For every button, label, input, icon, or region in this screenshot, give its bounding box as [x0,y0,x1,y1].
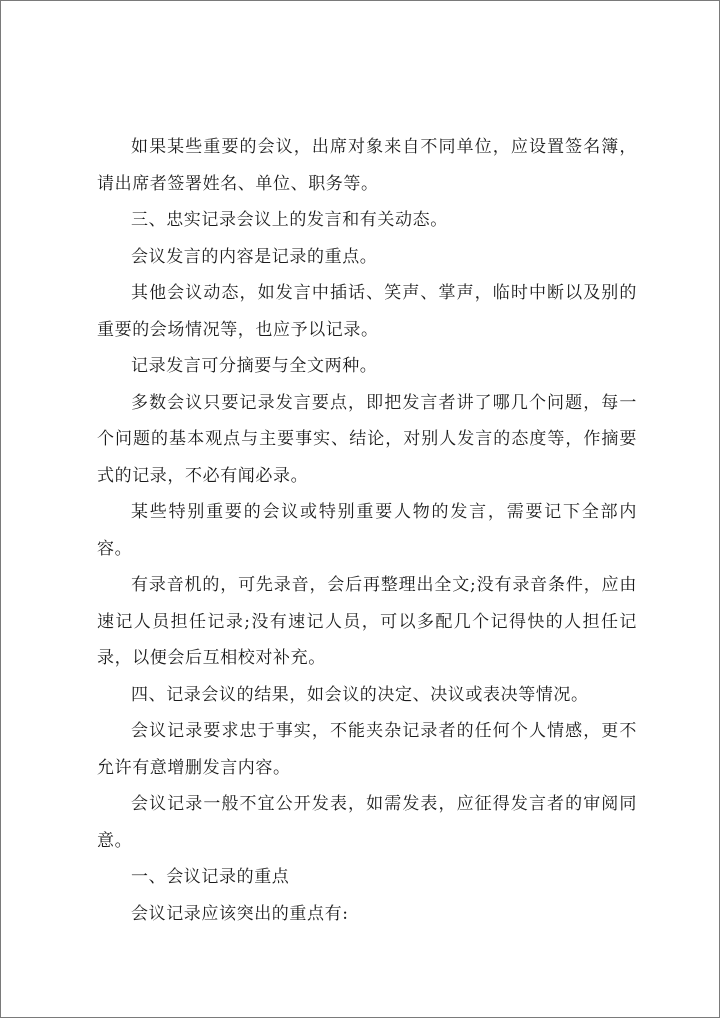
heading-record-speeches: 三、忠实记录会议上的发言和有关动态。 [131,210,448,230]
heading-record-key-points: 一、会议记录的重点 [131,867,290,887]
document-body [97,129,637,932]
paragraph-faithful-record: 会议记录要求忠于事实，不能夹杂记录者的任何个人情感，更不允许有意增删发言内容。 [97,721,637,778]
paragraph-meeting-dynamics: 其他会议动态，如发言中插话、笑声、掌声，临时中断以及别的重要的会场情况等，也应予以记录。 [97,283,637,340]
paragraph-publication: 会议记录一般不宜公开发表，如需发表，应征得发言者的审阅同意。 [97,794,637,851]
paragraph-summary-record: 多数会议只要记录发言要点，即把发言者讲了哪几个问题，每一个问题的基本观点与主要事实、结论，对别人发言的态度等，作摘要式的记录，不必有闻必录。 [97,392,637,486]
paragraph-key-points-intro: 会议记录应该突出的重点有: [131,903,349,924]
paragraph-record-types: 记录发言可分摘要与全文两种。 [131,356,378,376]
heading-record-results: 四、记录会议的结果，如会议的决定、决议或表决等情况。 [131,684,589,705]
paragraph-full-record: 某些特别重要的会议或特别重要人物的发言，需要记下全部内容。 [97,502,637,559]
paragraph-signature-book: 如果某些重要的会议，出席对象来自不同单位，应设置签名簿，请出席者签署姓名、单位、职务等。 [97,137,637,194]
paragraph-speech-focus: 会议发言的内容是记录的重点。 [131,246,378,267]
paragraph-recording-methods: 有录音机的，可先录音，会后再整理出全文;没有录音条件，应由速记人员担任记录;没有速记人员，可以多配几个记得快的人担任记录，以便会后互相校对补充。 [97,575,637,668]
